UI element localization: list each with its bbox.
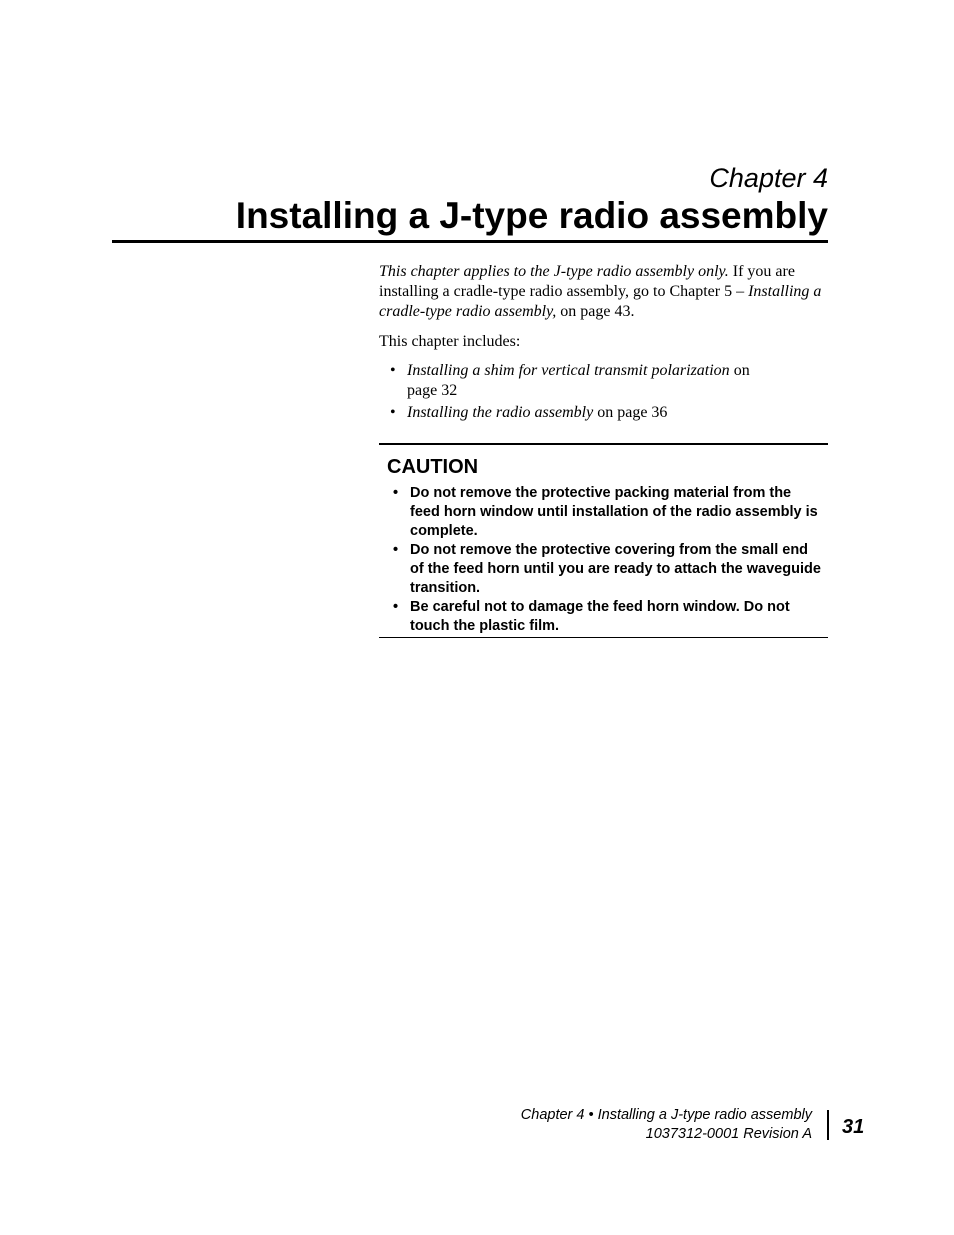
includes-label: This chapter includes: <box>379 333 521 350</box>
caution-heading: CAUTION <box>387 456 479 478</box>
bullet-icon: • <box>390 404 396 421</box>
caution-box <box>379 443 828 638</box>
toc-link-shim[interactable]: Installing a shim for vertical transmit polarization <box>407 362 730 379</box>
footer-revision-line: 1037312-0001 Revision A <box>645 1126 812 1142</box>
toc-page-ref: on page 32 <box>407 362 750 399</box>
page-footer <box>521 1106 812 1144</box>
bullet-icon: • <box>393 542 399 558</box>
page-number: 31 <box>842 1116 865 1138</box>
intro-paragraph <box>379 262 829 322</box>
toc-link-radio-assembly[interactable]: Installing the radio assembly <box>407 404 594 421</box>
caution-item-text: Be careful not to damage the feed horn window. Do not touch the plastic film. <box>410 599 790 634</box>
chapter-contents-list <box>379 361 829 423</box>
chapter-label: Chapter 4 <box>709 163 828 193</box>
list-item <box>379 484 828 541</box>
toc-page-ref: on page 36 <box>593 404 668 421</box>
bullet-icon: • <box>390 362 396 379</box>
caution-item-text: Do not remove the protective covering from the small end of the feed horn until you are ready to attach the waveguide transition. <box>410 542 821 596</box>
list-item <box>379 541 828 598</box>
chapter-title: Installing a J-type radio assembly <box>235 195 828 236</box>
intro-italic-lead: This chapter applies to the J-type radio assembly only. <box>379 263 729 280</box>
bullet-icon: • <box>393 599 399 615</box>
intro-text-1: If you are installing a cradle-type radio assembly, go to Chapter 5 – <box>379 263 795 300</box>
list-item <box>379 598 828 636</box>
intro-italic-ref: Installing a cradle-type radio assembly, <box>379 283 822 320</box>
title-rule <box>112 240 828 243</box>
footer-chapter-line: Chapter 4 • Installing a J-type radio assembly <box>520 1107 812 1123</box>
intro-text-2: on page 43. <box>556 303 635 320</box>
bullet-icon: • <box>393 485 399 501</box>
caution-item-text: Do not remove the protective packing material from the feed horn window until installation of the radio assembly is complete. <box>410 485 818 539</box>
list-item <box>379 361 767 401</box>
chapter-body <box>379 262 829 425</box>
footer-divider <box>827 1110 829 1140</box>
caution-list <box>379 484 828 636</box>
list-item <box>379 403 767 423</box>
